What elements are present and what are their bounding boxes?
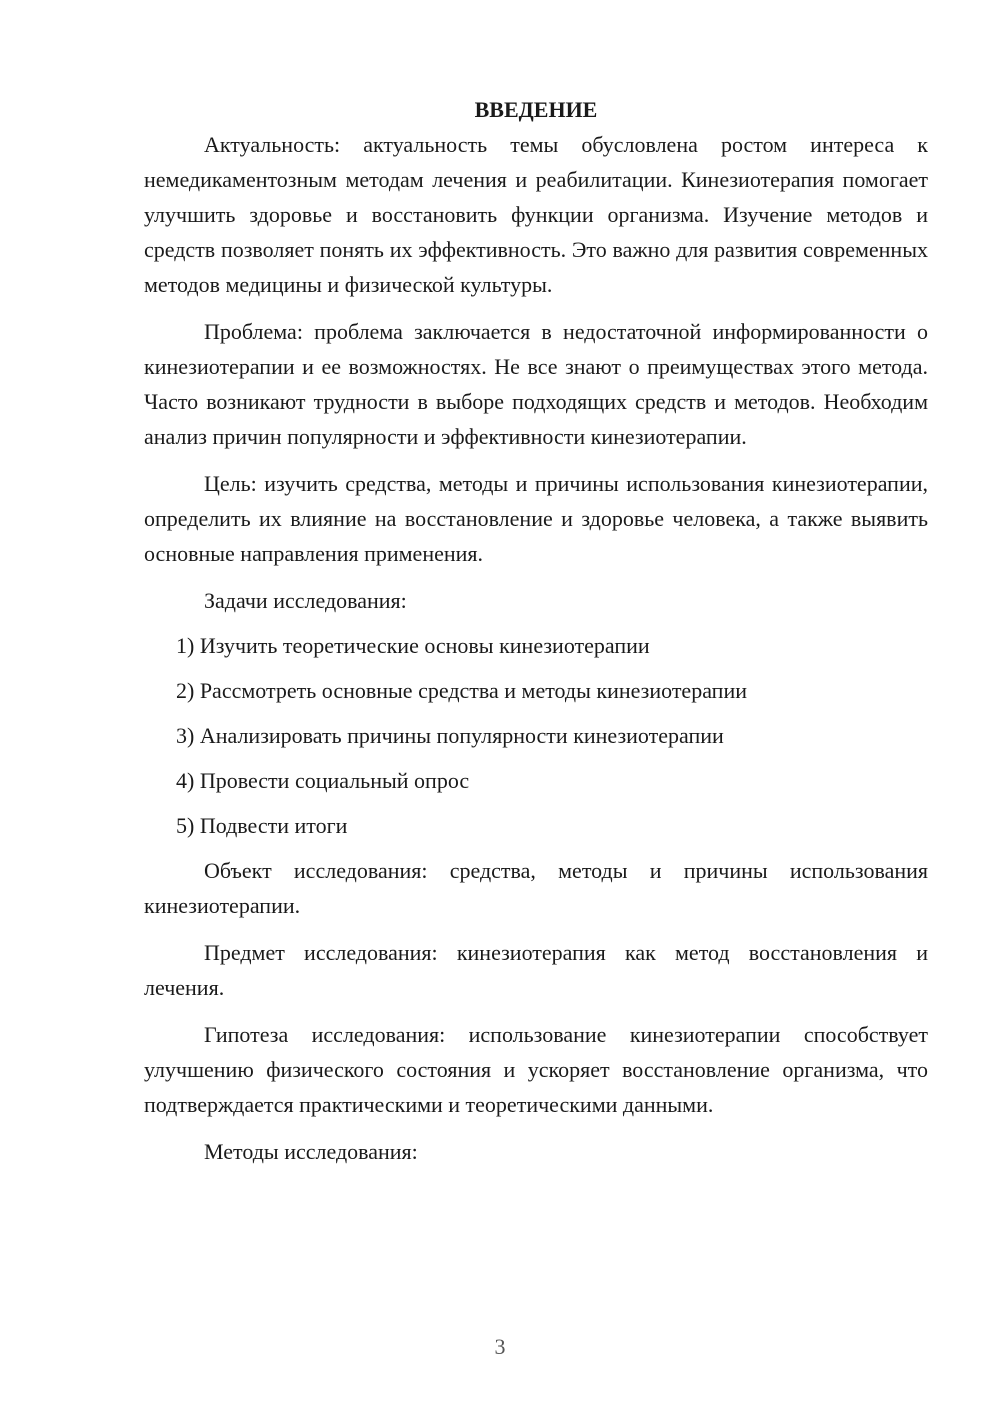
task-item: 5) Подвести итоги — [176, 813, 348, 838]
paragraph-goal: Цель: изучить средства, методы и причины использования кинезиотерапии, определить их влияние на восстановление и здоровье человека, а также выявить основные направления применения. — [144, 471, 928, 566]
task-item: 3) Анализировать причины популярности кинезиотерапии — [176, 723, 724, 748]
paragraph-problem: Проблема: проблема заключается в недостаточной информированности о кинезиотерапии и ее возможностях. Не все знают о преимуществах этого метода. Часто возникают трудности в выборе подходящих средств и методов. Необходим анализ причин популярности и эффективности кинезиотерапии. — [144, 319, 928, 449]
paragraph-object: Объект исследования: средства, методы и причины использования кинезиотерапии. — [144, 858, 928, 918]
paragraph-relevance: Актуальность: актуальность темы обусловлена ростом интереса к немедикаментозным методам лечения и реабилитации. Кинезиотерапия помогает улучшить здоровье и восстановить функции организма. Изучение методов и средств позволяет понять их эффективность. Это важно для развития современных методов медицины и физической культуры. — [144, 132, 928, 297]
task-item: 4) Провести социальный опрос — [176, 768, 470, 793]
section-title: ВВЕДЕНИЕ — [474, 97, 598, 122]
page-number: 3 — [494, 1334, 506, 1359]
tasks-heading: Задачи исследования: — [204, 588, 407, 613]
paragraph-hypothesis: Гипотеза исследования: использование кинезиотерапии способствует улучшению физического состояния и ускоряет восстановление организма, что подтверждается практическими и теоретическими данными. — [144, 1022, 928, 1117]
task-item: 1) Изучить теоретические основы кинезиотерапии — [176, 633, 650, 658]
methods-heading: Методы исследования: — [204, 1139, 418, 1164]
task-item: 2) Рассмотреть основные средства и методы кинезиотерапии — [176, 678, 747, 703]
tasks-list — [144, 628, 928, 843]
paragraph-subject: Предмет исследования: кинезиотерапия как метод восстановления и лечения. — [144, 940, 928, 1000]
page-content — [144, 92, 928, 1169]
